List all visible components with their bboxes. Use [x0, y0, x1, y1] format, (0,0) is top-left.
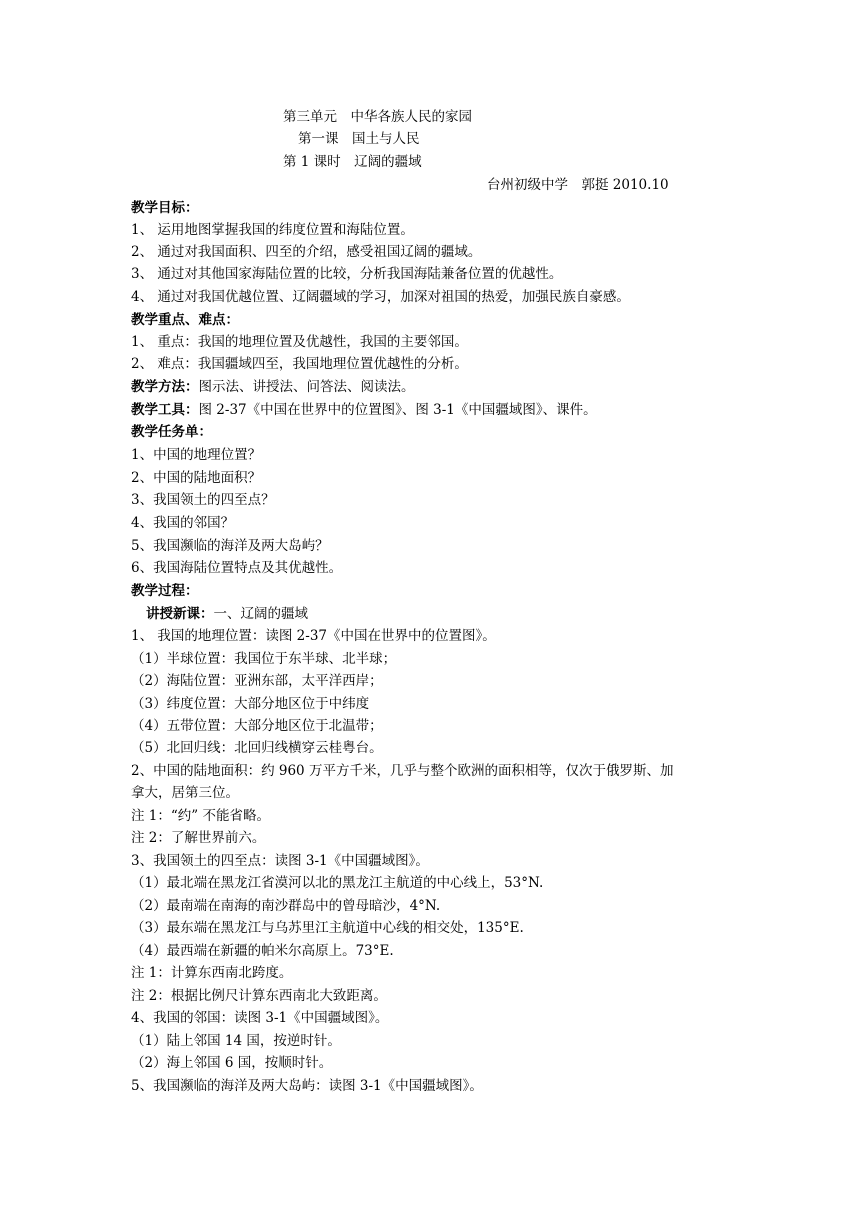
process-line: 注 1：“约” 不能省略。 — [131, 808, 270, 824]
process-line: 1、 我国的地理位置：读图 2-37《中国在世界中的位置图》。 — [131, 628, 496, 644]
objective-item: 4、 通过对我国优越位置、辽阔疆域的学习，加深对祖国的热爱，加强民族自豪感。 — [131, 289, 630, 305]
process-line: （4）五带位置：大部分地区位于北温带； — [131, 718, 383, 734]
task-item: 3、我国领土的四至点？ — [131, 492, 275, 508]
process-line: （3）纬度位置：大部分地区位于中纬度 — [131, 696, 370, 712]
author-line: 台州初级中学 郭挺 2010.10 — [487, 177, 669, 193]
process-line: 4、我国的邻国：读图 3-1《中国疆域图》。 — [131, 1010, 389, 1026]
process-line: 2、中国的陆地面积：约 960 万平方千米，几乎与整个欧洲的面积相等，仅次于俄罗斯、加 — [131, 763, 674, 779]
task-item: 4、我国的邻国？ — [131, 515, 235, 531]
process-line: （2）最南端在南海的南沙群岛中的曾母暗沙，4°N. — [131, 898, 441, 914]
process-line: 注 2：了解世界前六。 — [131, 830, 266, 846]
methods-heading: 教学方法： — [131, 379, 199, 395]
process-line: 注 2：根据比例尺计算东西南北大致距离。 — [131, 988, 387, 1004]
new-lesson-text: 一、辽阔的疆域 — [213, 606, 308, 622]
new-lesson-label: 讲授新课： — [146, 606, 214, 622]
objective-item: 1、 运用地图掌握我国的纬度位置和海陆位置。 — [131, 222, 414, 238]
key-point-item: 2、 难点：我国疆域四至，我国地理位置优越性的分析。 — [131, 356, 468, 372]
period-title: 第 1 课时 辽阔的疆域 — [283, 154, 422, 170]
tools-text: 图 2-37《中国在世界中的位置图》、图 3-1《中国疆域图》、课件。 — [198, 402, 597, 418]
process-line: （1）半球位置：我国位于东半球、北半球； — [131, 651, 397, 667]
new-lesson-line — [146, 603, 308, 625]
process-line: 注 1：计算东西南北跨度。 — [131, 965, 293, 981]
process-heading: 教学过程： — [131, 583, 199, 599]
process-line: （2）海上邻国 6 国，按顺时针。 — [131, 1055, 333, 1071]
objectives-heading: 教学目标： — [131, 200, 199, 216]
process-line: （3）最东端在黑龙江与乌苏里江主航道中心线的相交处，135°E. — [131, 920, 524, 936]
methods-line — [131, 376, 415, 398]
process-line: （4）最西端在新疆的帕米尔高原上。73°E. — [131, 943, 394, 959]
task-item: 5、我国濒临的海洋及两大岛屿？ — [131, 538, 329, 554]
tools-line — [131, 399, 597, 421]
methods-text: 图示法、讲授法、问答法、阅读法。 — [198, 379, 415, 395]
task-item: 2、中国的陆地面积？ — [131, 470, 262, 486]
process-line: 3、我国领土的四至点：读图 3-1《中国疆域图》。 — [131, 853, 429, 869]
task-item: 6、我国海陆位置特点及其优越性。 — [131, 560, 343, 576]
tasks-heading: 教学任务单： — [131, 424, 212, 440]
unit-title: 第三单元 中华各族人民的家园 — [283, 109, 472, 125]
task-item: 1、中国的地理位置？ — [131, 447, 262, 463]
process-line: （1）最北端在黑龙江省漠河以北的黑龙江主航道的中心线上，53°N. — [131, 875, 544, 891]
objective-item: 3、 通过对其他国家海陆位置的比较，分析我国海陆兼备位置的优越性。 — [131, 266, 563, 282]
key-points-heading: 教学重点、难点： — [131, 312, 239, 328]
tools-heading: 教学工具： — [131, 402, 199, 418]
objective-item: 2、 通过对我国面积、四至的介绍，感受祖国辽阔的疆域。 — [131, 244, 482, 260]
key-point-item: 1、 重点：我国的地理位置及优越性，我国的主要邻国。 — [131, 334, 468, 350]
process-line: （1）陆上邻国 14 国，按逆时针。 — [131, 1033, 341, 1049]
lesson-title: 第一课 国土与人民 — [298, 131, 420, 147]
process-line: （2）海陆位置：亚洲东部，太平洋西岸； — [131, 673, 383, 689]
process-line: （5）北回归线：北回归线横穿云桂粤台。 — [131, 740, 383, 756]
process-line: 5、我国濒临的海洋及两大岛屿：读图 3-1《中国疆域图》。 — [131, 1078, 483, 1094]
process-line: 拿大，居第三位。 — [131, 785, 239, 801]
